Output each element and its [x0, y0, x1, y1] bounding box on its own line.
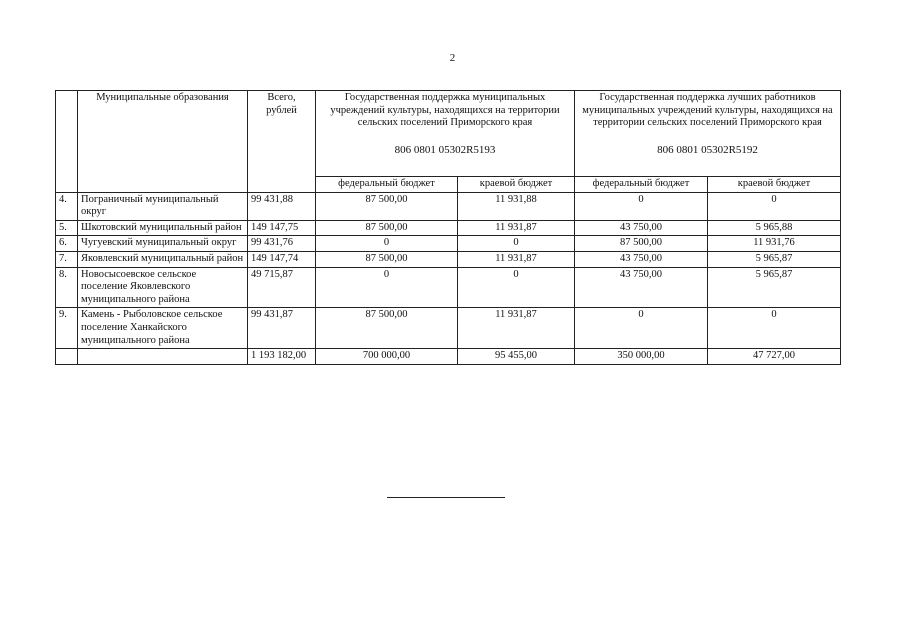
row-number: 9.: [56, 308, 78, 349]
row-p2-federal: 43 750,00: [575, 251, 708, 267]
totals-total: 1 193 182,00: [248, 349, 316, 365]
row-p1-regional: 11 931,88: [458, 192, 575, 220]
header-program-1: [316, 91, 575, 177]
row-p1-federal: 87 500,00: [316, 308, 458, 349]
totals-name-cell: [78, 349, 248, 365]
header-program-2: [575, 91, 841, 177]
row-p2-federal: 87 500,00: [575, 236, 708, 252]
table-row: [56, 220, 841, 236]
row-p1-federal: 87 500,00: [316, 251, 458, 267]
totals-p2-regional: 47 727,00: [708, 349, 841, 365]
row-municipality: Яковлевский муниципальный район: [78, 251, 248, 267]
program-1-code: 806 0801 05302R5193: [394, 143, 496, 156]
row-p2-federal: 0: [575, 192, 708, 220]
subheader-p1-federal: федеральный бюджет: [316, 177, 458, 193]
subheader-p2-federal: федеральный бюджет: [575, 177, 708, 193]
row-p2-regional: 0: [708, 308, 841, 349]
table-row: [56, 251, 841, 267]
row-p2-federal: 43 750,00: [575, 220, 708, 236]
program-1-title: Государственная поддержка муниципальных учреждений культуры, находящихся на территории сельских поселений Приморского края: [330, 92, 560, 129]
header-municipality: Муниципальные образования: [78, 91, 248, 193]
row-number: 6.: [56, 236, 78, 252]
row-total: 99 431,76: [248, 236, 316, 252]
header-total: Всего, рублей: [248, 91, 316, 193]
row-p2-federal: 0: [575, 308, 708, 349]
table-row: [56, 308, 841, 349]
row-number: 5.: [56, 220, 78, 236]
row-p1-federal: 0: [316, 236, 458, 252]
totals-row: [56, 349, 841, 365]
header-row: [56, 91, 841, 177]
totals-p1-federal: 700 000,00: [316, 349, 458, 365]
subheader-p2-regional: краевой бюджет: [708, 177, 841, 193]
row-municipality: Новосысоевское сельское поселение Яковлевского муниципального района: [78, 267, 248, 308]
row-total: 99 431,87: [248, 308, 316, 349]
row-p1-regional: 11 931,87: [458, 220, 575, 236]
row-p2-federal: 43 750,00: [575, 267, 708, 308]
row-p2-regional: 11 931,76: [708, 236, 841, 252]
page-number: 2: [449, 52, 456, 64]
row-p1-regional: 11 931,87: [458, 308, 575, 349]
row-number: 8.: [56, 267, 78, 308]
row-p2-regional: 5 965,88: [708, 220, 841, 236]
row-municipality: Чугуевский муниципальный округ: [78, 236, 248, 252]
row-p1-federal: 0: [316, 267, 458, 308]
row-p1-federal: 87 500,00: [316, 192, 458, 220]
row-municipality: Шкотовский муниципальный район: [78, 220, 248, 236]
row-p1-regional: 11 931,87: [458, 251, 575, 267]
header-number-col: [56, 91, 78, 193]
table-row: [56, 236, 841, 252]
row-p1-federal: 87 500,00: [316, 220, 458, 236]
table-row: [56, 192, 841, 220]
row-total: 99 431,88: [248, 192, 316, 220]
row-number: 7.: [56, 251, 78, 267]
row-municipality: Пограничный муниципальный округ: [78, 192, 248, 220]
row-p1-regional: 0: [458, 267, 575, 308]
row-number: 4.: [56, 192, 78, 220]
table-row: [56, 267, 841, 308]
row-total: 149 147,75: [248, 220, 316, 236]
totals-number-cell: [56, 349, 78, 365]
row-total: 149 147,74: [248, 251, 316, 267]
row-p2-regional: 5 965,87: [708, 267, 841, 308]
budget-table: [55, 90, 841, 365]
row-p2-regional: 5 965,87: [708, 251, 841, 267]
separator-line: [387, 497, 505, 498]
totals-p1-regional: 95 455,00: [458, 349, 575, 365]
row-total: 49 715,87: [248, 267, 316, 308]
row-municipality: Камень - Рыболовское сельское поселение Ханкайского муниципального района: [78, 308, 248, 349]
totals-p2-federal: 350 000,00: [575, 349, 708, 365]
program-2-title: Государственная поддержка лучших работников муниципальных учреждений культуры, находящихся на территории сельских поселений Приморского края: [582, 92, 833, 129]
subheader-p1-regional: краевой бюджет: [458, 177, 575, 193]
program-2-code: 806 0801 05302R5192: [657, 143, 758, 156]
row-p2-regional: 0: [708, 192, 841, 220]
row-p1-regional: 0: [458, 236, 575, 252]
